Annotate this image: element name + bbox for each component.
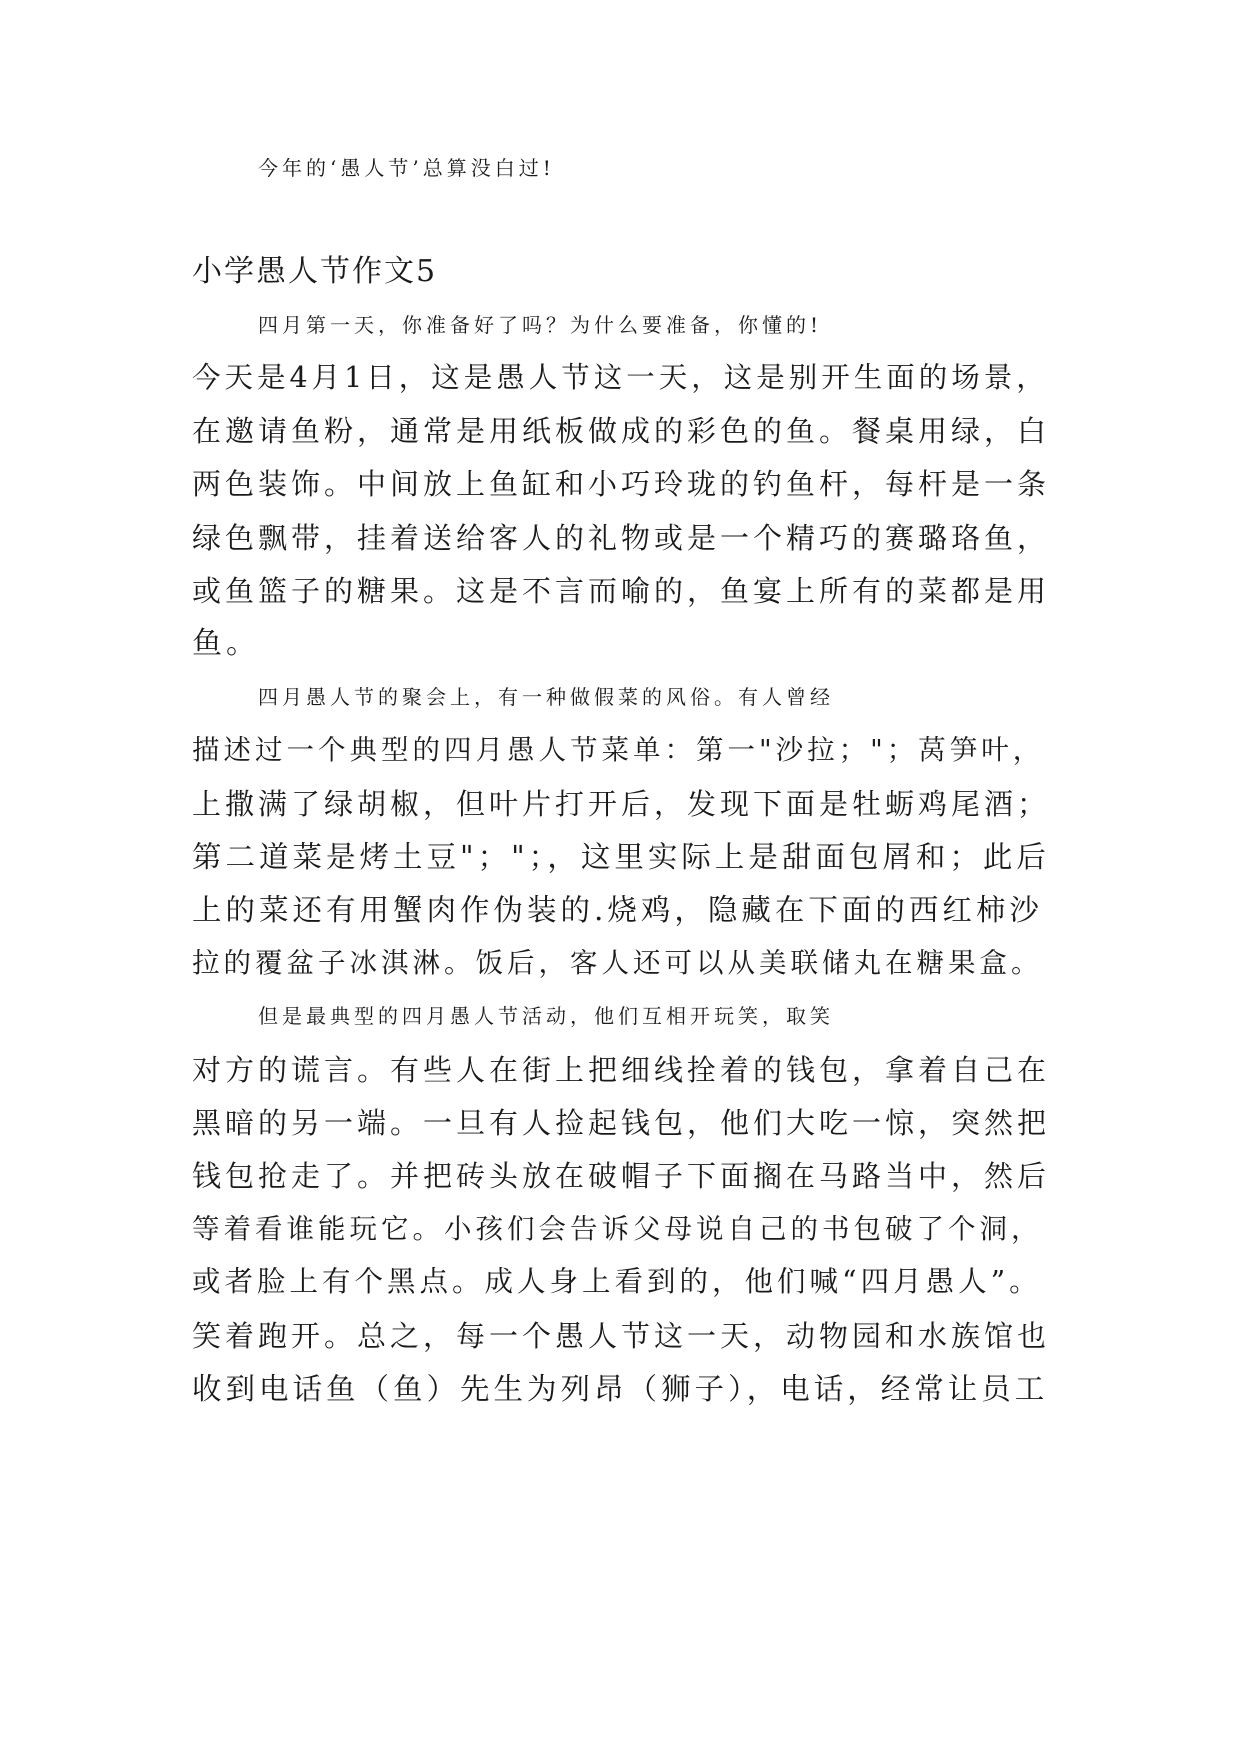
paragraph-line: 上的菜还有用蟹肉作伪装的.烧鸡，隐藏在下面的西红柿沙 [192, 893, 1043, 927]
paragraph-line: 四月愚人节的聚会上，有一种做假菜的风俗。有人曾经 [258, 685, 834, 709]
paragraph-line: 等着看谁能玩它。小孩们会告诉父母说自己的书包破了个洞， [192, 1213, 1043, 1245]
paragraph-line: 钱包抢走了。并把砖头放在破帽子下面搁在马路当中，然后 [192, 1159, 1051, 1193]
paragraph-line: 今天是4月1日，这是愚人节这一天，这是别开生面的场景， [192, 361, 1049, 394]
paragraph-line: 描述过一个典型的四月愚人节菜单：第一"沙拉；"；莴笋叶， [192, 734, 1045, 766]
paragraph-line: 第二道菜是烤土豆"；"；，这里实际上是甜面包屑和；此后 [192, 840, 1050, 874]
paragraph-line: 收到电话鱼（鱼）先生为列昂（狮子），电话，经常让员工 [192, 1372, 1049, 1406]
section-heading: 小学愚人节作文5 [192, 254, 438, 289]
paragraph-line: 但是最典型的四月愚人节活动，他们互相开玩笑，取笑 [258, 1004, 834, 1028]
paragraph-line: 对方的谎言。有些人在街上把细线拴着的钱包，拿着自己在 [192, 1053, 1051, 1087]
paragraph-line: 四月第一天，你准备好了吗？为什么要准备，你懂的! [258, 313, 823, 337]
paragraph-line: 黑暗的另一端。一旦有人捡起钱包，他们大吃一惊，突然把 [192, 1106, 1051, 1140]
paragraph-line: 在邀请鱼粉，通常是用纸板做成的彩色的鱼。餐桌用绿，白 [192, 414, 1051, 448]
paragraph-line: 上撒满了绿胡椒，但叶片打开后，发现下面是牡蛎鸡尾酒； [192, 787, 1051, 821]
paragraph-line: 拉的覆盆子冰淇淋。饭后，客人还可以从美联储丸在糖果盒。 [192, 947, 1043, 979]
paragraph-line: 或者脸上有个黑点。成人身上看到的，他们喊“四月愚人”。 [192, 1265, 1042, 1298]
paragraph-line: 两色装饰。中间放上鱼缸和小巧玲珑的钓鱼杆，每杆是一条 [192, 467, 1051, 501]
paragraph-line: 绿色飘带，挂着送给客人的礼物或是一个精巧的赛璐珞鱼， [192, 521, 1051, 555]
paragraph-line: 鱼。 [192, 626, 260, 661]
paragraph-line: 或鱼篮子的糖果。这是不言而喻的，鱼宴上所有的菜都是用 [192, 574, 1051, 608]
paragraph-line: 今年的‘愚人节’总算没白过! [258, 156, 555, 180]
paragraph-line: 笑着跑开。总之，每一个愚人节这一天，动物园和水族馆也 [192, 1319, 1051, 1353]
